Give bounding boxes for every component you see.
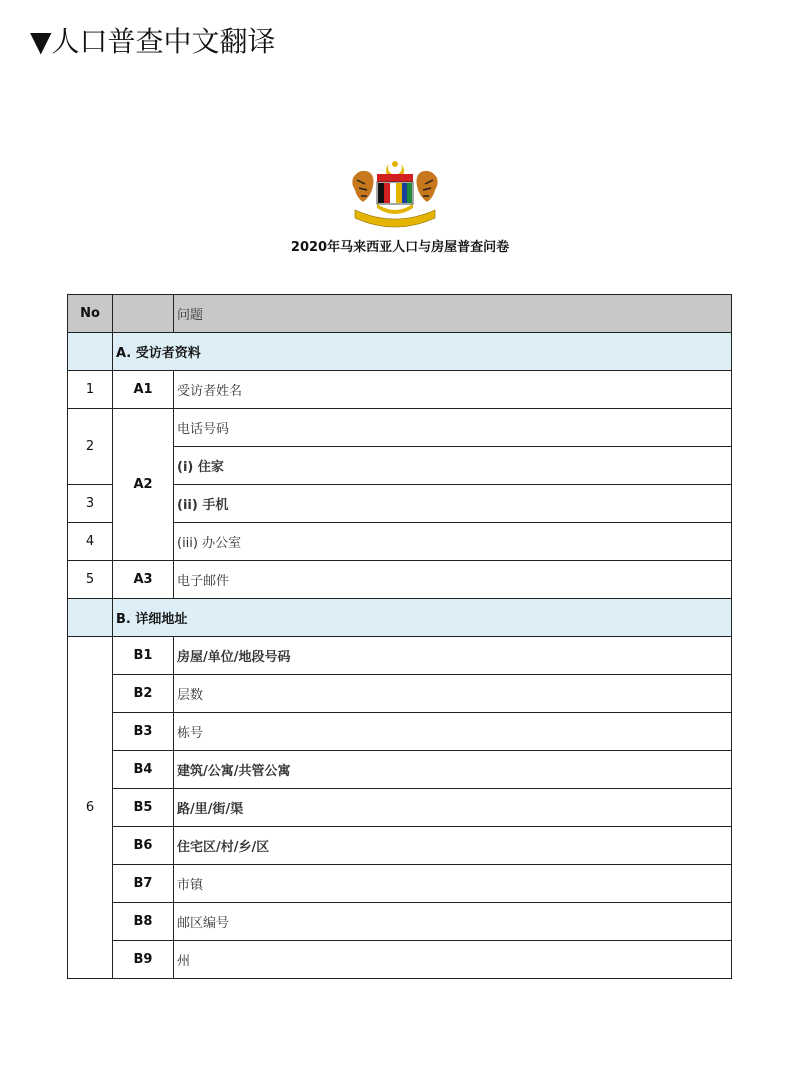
row-question: (iii) 办公室 (174, 523, 732, 561)
section-b-label: B. 详细地址 (113, 599, 732, 637)
row-no: 6 (68, 637, 113, 979)
row-question: 栋号 (174, 713, 732, 751)
table-row (68, 637, 732, 675)
row-question: 建筑/公寓/共管公寓 (174, 751, 732, 789)
page-heading: ▼人口普查中文翻译 (30, 25, 276, 58)
table-row (68, 941, 732, 979)
section-a-label: A. 受访者资料 (113, 333, 732, 371)
header-no: No (68, 295, 113, 333)
header-question: 问题 (174, 295, 732, 333)
table-row (68, 903, 732, 941)
row-question: 邮区编号 (174, 903, 732, 941)
row-no: 3 (68, 485, 113, 523)
row-no: 2 (68, 409, 113, 485)
row-code: A1 (113, 371, 174, 409)
row-code: B6 (113, 827, 174, 865)
row-code: B1 (113, 637, 174, 675)
table-row (68, 751, 732, 789)
table-row (68, 827, 732, 865)
row-question: 州 (174, 941, 732, 979)
row-question: 受访者姓名 (174, 371, 732, 409)
table-row (68, 865, 732, 903)
malaysia-coat-of-arms-icon (345, 158, 445, 228)
section-row-a (68, 333, 732, 371)
row-code: B5 (113, 789, 174, 827)
table-row (68, 561, 732, 599)
row-question: 房屋/单位/地段号码 (174, 637, 732, 675)
census-question-table (67, 294, 732, 979)
table-row (68, 675, 732, 713)
section-b-blank (68, 599, 113, 637)
row-question: 住宅区/村/乡/区 (174, 827, 732, 865)
row-question: 层数 (174, 675, 732, 713)
table-header-row (68, 295, 732, 333)
table-row (68, 789, 732, 827)
row-code: B4 (113, 751, 174, 789)
row-code: B3 (113, 713, 174, 751)
header-code (113, 295, 174, 333)
row-no: 4 (68, 523, 113, 561)
row-question: 市镇 (174, 865, 732, 903)
row-question: (ii) 手机 (174, 485, 732, 523)
row-no: 1 (68, 371, 113, 409)
row-code: A2 (113, 409, 174, 561)
table-row (68, 713, 732, 751)
row-question: 路/里/街/渠 (174, 789, 732, 827)
row-code: A3 (113, 561, 174, 599)
row-code: B8 (113, 903, 174, 941)
table-row (68, 371, 732, 409)
row-question: (i) 住家 (174, 447, 732, 485)
row-code: B7 (113, 865, 174, 903)
row-code: B9 (113, 941, 174, 979)
table-row (68, 409, 732, 447)
document-title: 2020年马来西亚人口与房屋普查问卷 (290, 240, 510, 255)
row-no: 5 (68, 561, 113, 599)
row-question: 电子邮件 (174, 561, 732, 599)
row-code: B2 (113, 675, 174, 713)
section-a-blank (68, 333, 113, 371)
row-question: 电话号码 (174, 409, 732, 447)
section-row-b (68, 599, 732, 637)
